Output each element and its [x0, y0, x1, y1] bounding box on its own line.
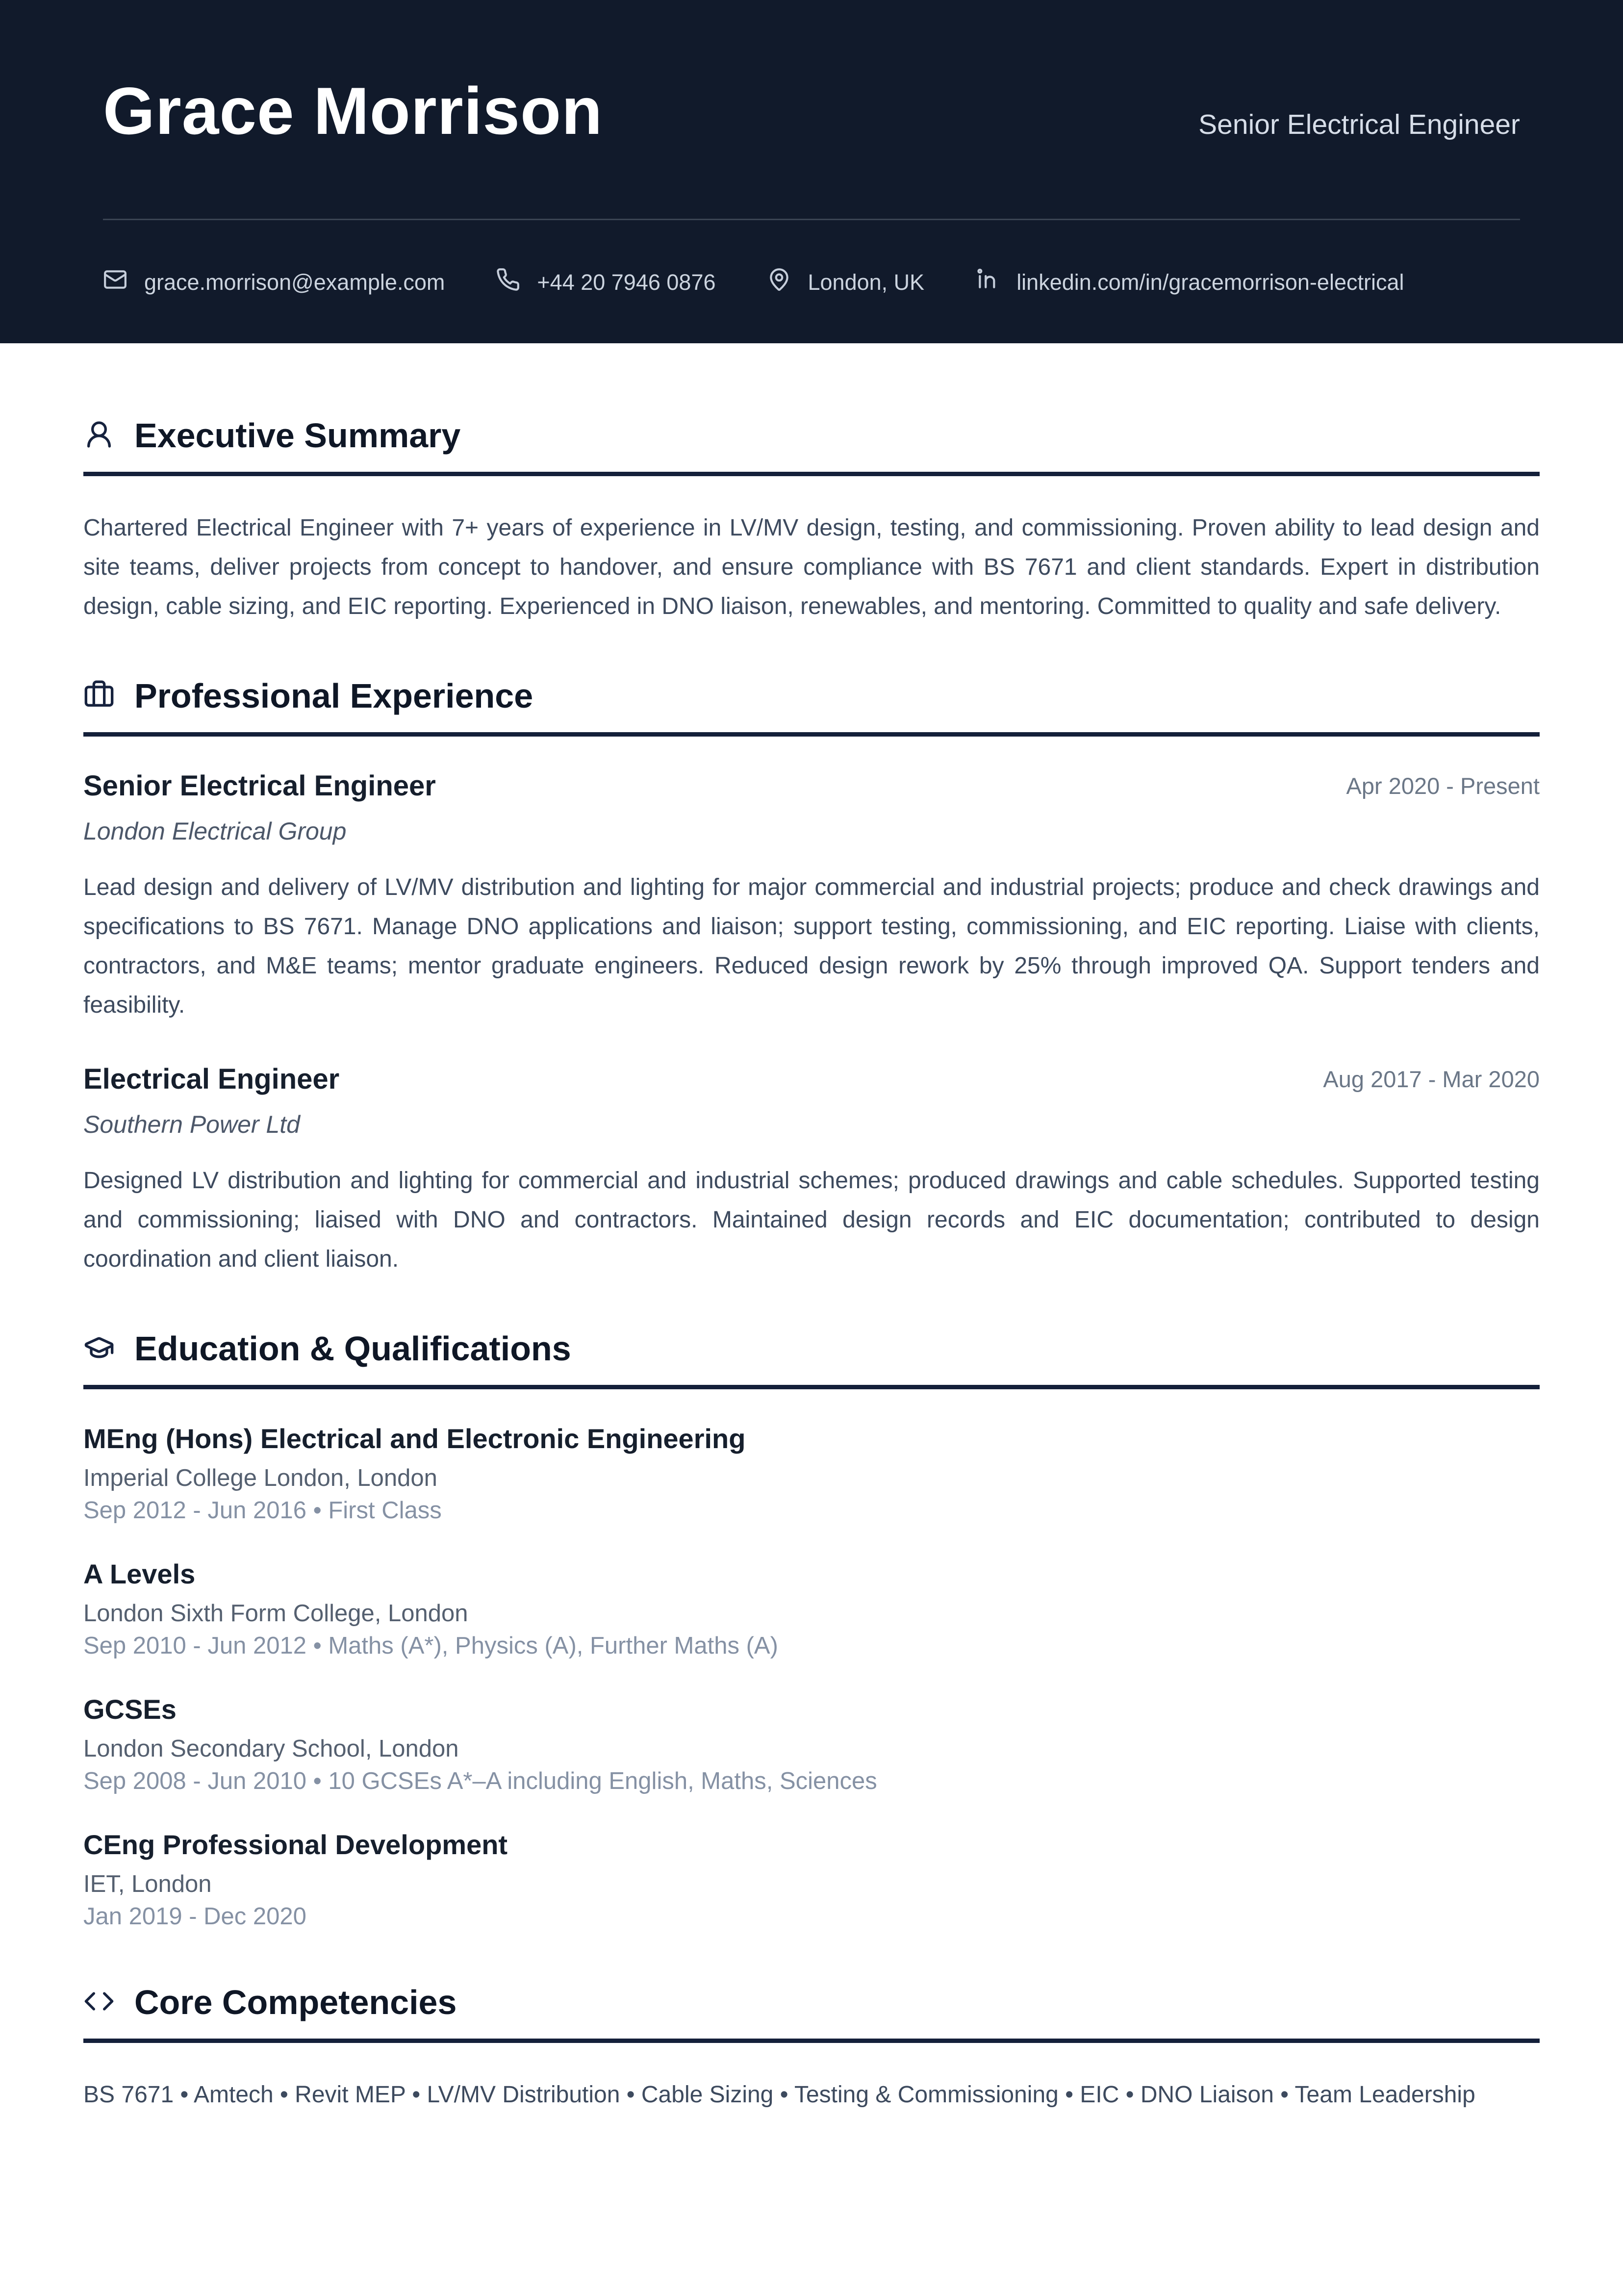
education-entry [83, 1828, 1540, 1933]
competencies-text: BS 7671 • Amtech • Revit MEP • LV/MV Distribution • Cable Sizing • Testing & Commissioning • EIC • DNO Liaison • Team Leadership [83, 2082, 1475, 2108]
education-institution: London Secondary School, London [83, 1735, 459, 1762]
section-header-experience [83, 675, 1540, 716]
phone-icon [496, 267, 520, 297]
linkedin-icon [975, 267, 1000, 297]
section-header-competencies [83, 1982, 1540, 2023]
section-header-education [83, 1328, 1540, 1369]
code-icon [83, 1986, 115, 2019]
section-professional-experience [83, 675, 1540, 1279]
education-details: Jan 2019 - Dec 2020 [83, 1903, 306, 1930]
header-role: Senior Electrical Engineer [1198, 109, 1520, 140]
job-dates: Apr 2020 - Present [1346, 773, 1540, 799]
job-company: Southern Power Ltd [83, 1111, 300, 1138]
briefcase-icon [83, 679, 115, 713]
job-dates: Aug 2017 - Mar 2020 [1323, 1066, 1540, 1092]
education-institution: IET, London [83, 1871, 212, 1897]
section-title: Professional Experience [134, 677, 533, 715]
job-entry [83, 769, 1540, 1025]
summary-text: Chartered Electrical Engineer with 7+ years of experience in LV/MV design, testing, and commissioning. Proven ability to lead design and site teams, deliver projects from concept to handover, and ensure compliance with BS 7671 and client standards. Expert in distribution design, cable sizing, and EIC reporting. Experienced in DNO liaison, renewables, and mentoring. Committed to quality and safe delivery. [83, 515, 1540, 619]
resume-body [0, 343, 1623, 2115]
contact-email [103, 267, 445, 297]
job-company: London Electrical Group [83, 817, 347, 845]
section-rule [83, 732, 1540, 737]
education-degree: MEng (Hons) Electrical and Electronic Engineering [83, 1423, 746, 1454]
header-divider [103, 219, 1520, 220]
contact-phone [496, 267, 715, 297]
section-rule [83, 2039, 1540, 2043]
job-description: Designed LV distribution and lighting for commercial and industrial schemes; produced drawings and cable schedules. Supported testing and commissioning; liaised with DNO and contractors. Maintained design records and EIC documentation; contributed to design coordination and client liaison. [83, 1168, 1540, 1272]
job-description: Lead design and delivery of LV/MV distribution and lighting for major commercial and industrial projects; produce and check drawings and specifications to BS 7671. Manage DNO applications and liaison; support testing, commissioning, and EIC reporting. Liaise with clients, contractors, and M&E teams; mentor graduate engineers. Reduced design rework by 25% through improved QA. Support tenders and feasibility. [83, 874, 1540, 1018]
mail-icon [103, 267, 127, 297]
section-title: Core Competencies [134, 1983, 457, 2021]
education-entry [83, 1557, 1540, 1662]
job-role: Senior Electrical Engineer [83, 770, 436, 802]
job-header [83, 769, 1540, 803]
education-details: Sep 2010 - Jun 2012 • Maths (A*), Physics (A), Further Maths (A) [83, 1633, 778, 1659]
education-details: Sep 2012 - Jun 2016 • First Class [83, 1497, 442, 1524]
user-icon [83, 419, 115, 453]
education-entry [83, 1692, 1540, 1797]
section-executive-summary [83, 415, 1540, 626]
contact-email-text: grace.morrison@example.com [144, 269, 445, 295]
education-degree: GCSEs [83, 1694, 177, 1725]
job-role: Electrical Engineer [83, 1063, 340, 1095]
education-institution: London Sixth Form College, London [83, 1600, 468, 1627]
education-details: Sep 2008 - Jun 2010 • 10 GCSEs A*–A including English, Maths, Sciences [83, 1768, 877, 1794]
contact-location-text: London, UK [808, 269, 925, 295]
section-title: Education & Qualifications [134, 1329, 571, 1368]
contact-phone-text: +44 20 7946 0876 [537, 269, 716, 295]
header-top [103, 73, 1520, 149]
contact-row [103, 267, 1520, 297]
section-header-summary [83, 415, 1540, 456]
page-title: Grace Morrison [103, 74, 603, 148]
section-core-competencies [83, 1982, 1540, 2115]
education-entry [83, 1422, 1540, 1527]
header [0, 0, 1623, 343]
section-rule [83, 472, 1540, 476]
education-degree: CEng Professional Development [83, 1829, 508, 1860]
section-education [83, 1328, 1540, 1933]
contact-linkedin-text: linkedin.com/in/gracemorrison-electrical [1016, 269, 1404, 295]
section-title: Executive Summary [134, 416, 461, 455]
graduation-cap-icon [83, 1332, 115, 1366]
section-rule [83, 1385, 1540, 1389]
job-entry [83, 1062, 1540, 1279]
contact-linkedin [975, 267, 1404, 297]
job-header [83, 1062, 1540, 1097]
contact-location [767, 267, 925, 297]
education-degree: A Levels [83, 1558, 196, 1589]
education-institution: Imperial College London, London [83, 1465, 437, 1491]
map-pin-icon [767, 267, 791, 297]
